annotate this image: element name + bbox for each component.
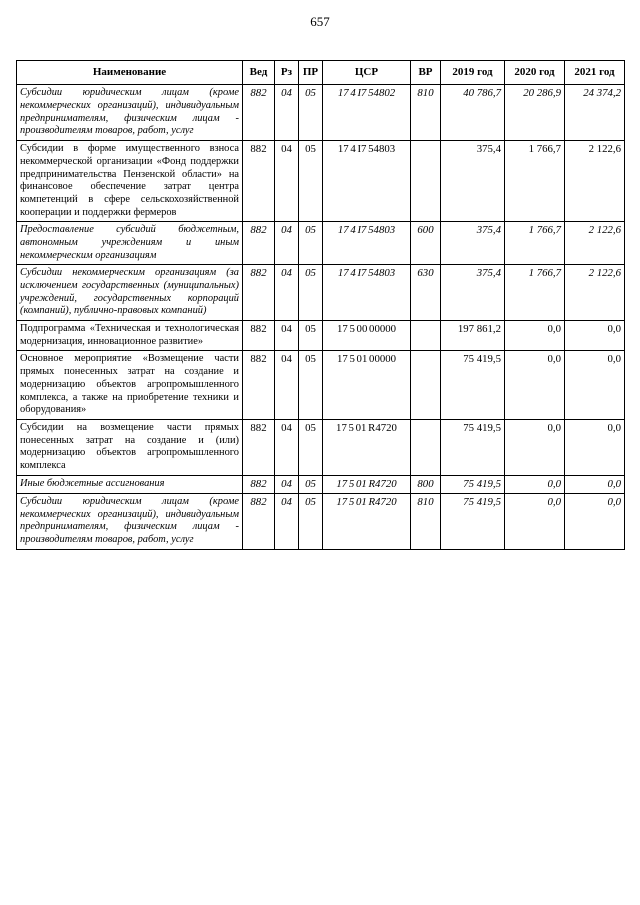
amount-2019: 40 786,7 xyxy=(441,85,505,141)
amount-2019: 375,4 xyxy=(441,265,505,321)
amount-2019: 75 419,5 xyxy=(441,493,505,549)
vr-cell: 600 xyxy=(411,222,441,265)
pr-cell: 05 xyxy=(299,222,323,265)
amount-2021: 2 122,6 xyxy=(565,222,625,265)
table-row xyxy=(17,493,625,549)
amount-2019: 375,4 xyxy=(441,222,505,265)
rz-cell: 04 xyxy=(275,475,299,493)
amount-2019: 197 861,2 xyxy=(441,321,505,351)
amount-2019: 75 419,5 xyxy=(441,351,505,419)
amount-2021: 0,0 xyxy=(565,419,625,475)
table-row xyxy=(17,222,625,265)
amount-2021: 2 122,6 xyxy=(565,265,625,321)
amount-2020: 0,0 xyxy=(505,493,565,549)
pr-cell: 05 xyxy=(299,475,323,493)
row-name: Субсидии в форме имущественного взноса некоммерческой организации «Фонд поддержки предпринимательства Пензенской области» на финансовое обеспечение затрат центра компетенций в сфере сельскохозяйственной кооперации и поддержки фермеров xyxy=(17,141,243,222)
amount-2021: 2 122,6 xyxy=(565,141,625,222)
row-name: Субсидии некоммерческим организациям (за исключением государственных (муниципальных) учреждений, государственных корпораций (компаний), публично-правовых компаний) xyxy=(17,265,243,321)
ved-cell: 882 xyxy=(243,141,275,222)
rz-cell: 04 xyxy=(275,419,299,475)
row-name: Субсидии юридическим лицам (кроме некоммерческих организаций), индивидуальным предпринимателям, физическим лицам - производителям товаров, работ, услуг xyxy=(17,493,243,549)
column-header: 2021 год xyxy=(565,61,625,85)
amount-2020: 0,0 xyxy=(505,321,565,351)
pr-cell: 05 xyxy=(299,351,323,419)
vr-cell: 810 xyxy=(411,493,441,549)
vr-cell: 810 xyxy=(411,85,441,141)
ved-cell: 882 xyxy=(243,222,275,265)
pr-cell: 05 xyxy=(299,141,323,222)
csr-cell: 17 5 01 00000 xyxy=(323,351,411,419)
rz-cell: 04 xyxy=(275,351,299,419)
vr-cell xyxy=(411,141,441,222)
table-row xyxy=(17,351,625,419)
column-header: 2020 год xyxy=(505,61,565,85)
pr-cell: 05 xyxy=(299,265,323,321)
amount-2020: 1 766,7 xyxy=(505,265,565,321)
table-row xyxy=(17,265,625,321)
amount-2019: 375,4 xyxy=(441,141,505,222)
vr-cell: 630 xyxy=(411,265,441,321)
column-header: Вед xyxy=(243,61,275,85)
ved-cell: 882 xyxy=(243,85,275,141)
table-row xyxy=(17,419,625,475)
column-header: ВР xyxy=(411,61,441,85)
rz-cell: 04 xyxy=(275,493,299,549)
row-name: Субсидии юридическим лицам (кроме некоммерческих организаций), индивидуальным предпринимателям, физическим лицам - производителям товаров, работ, услуг xyxy=(17,85,243,141)
amount-2020: 20 286,9 xyxy=(505,85,565,141)
row-name: Основное мероприятие «Возмещение части прямых понесенных затрат на создание и модернизацию объектов агропромышленного комплекса, а также на приобретение техники и оборудования» xyxy=(17,351,243,419)
csr-cell: 17 4 I7 54803 xyxy=(323,222,411,265)
table-row xyxy=(17,475,625,493)
pr-cell: 05 xyxy=(299,321,323,351)
amount-2021: 0,0 xyxy=(565,493,625,549)
amount-2020: 1 766,7 xyxy=(505,222,565,265)
rz-cell: 04 xyxy=(275,321,299,351)
row-name: Иные бюджетные ассигнования xyxy=(17,475,243,493)
amount-2020: 0,0 xyxy=(505,419,565,475)
column-header: 2019 год xyxy=(441,61,505,85)
csr-cell: 17 5 00 00000 xyxy=(323,321,411,351)
amount-2021: 0,0 xyxy=(565,475,625,493)
amount-2020: 0,0 xyxy=(505,475,565,493)
row-name: Подпрограмма «Техническая и технологическая модернизация, инновационное развитие» xyxy=(17,321,243,351)
amount-2021: 0,0 xyxy=(565,321,625,351)
rz-cell: 04 xyxy=(275,222,299,265)
row-name: Субсидии на возмещение части прямых понесенных затрат на создание и (или) модернизацию объектов агропромышленного комплекса xyxy=(17,419,243,475)
csr-cell: 17 4 I7 54803 xyxy=(323,265,411,321)
amount-2019: 75 419,5 xyxy=(441,475,505,493)
table-row xyxy=(17,321,625,351)
csr-cell: 17 5 01 R4720 xyxy=(323,475,411,493)
vr-cell xyxy=(411,321,441,351)
rz-cell: 04 xyxy=(275,265,299,321)
csr-cell: 17 5 01 R4720 xyxy=(323,419,411,475)
column-header: Наименование xyxy=(17,61,243,85)
ved-cell: 882 xyxy=(243,265,275,321)
ved-cell: 882 xyxy=(243,321,275,351)
row-name: Предоставление субсидий бюджетным, автономным учреждениям и иным некоммерческим организациям xyxy=(17,222,243,265)
column-header: ПР xyxy=(299,61,323,85)
amount-2021: 24 374,2 xyxy=(565,85,625,141)
page-number: 657 xyxy=(310,14,330,29)
rz-cell: 04 xyxy=(275,85,299,141)
pr-cell: 05 xyxy=(299,419,323,475)
table-row xyxy=(17,141,625,222)
vr-cell: 800 xyxy=(411,475,441,493)
pr-cell: 05 xyxy=(299,85,323,141)
ved-cell: 882 xyxy=(243,419,275,475)
column-header: ЦСР xyxy=(323,61,411,85)
rz-cell: 04 xyxy=(275,141,299,222)
vr-cell xyxy=(411,351,441,419)
pr-cell: 05 xyxy=(299,493,323,549)
amount-2019: 75 419,5 xyxy=(441,419,505,475)
column-header: Рз xyxy=(275,61,299,85)
ved-cell: 882 xyxy=(243,493,275,549)
budget-table xyxy=(16,60,625,550)
amount-2021: 0,0 xyxy=(565,351,625,419)
amount-2020: 0,0 xyxy=(505,351,565,419)
csr-cell: 17 5 01 R4720 xyxy=(323,493,411,549)
csr-cell: 17 4 I7 54803 xyxy=(323,141,411,222)
table-header-row xyxy=(17,61,625,85)
ved-cell: 882 xyxy=(243,475,275,493)
amount-2020: 1 766,7 xyxy=(505,141,565,222)
ved-cell: 882 xyxy=(243,351,275,419)
csr-cell: 17 4 I7 54802 xyxy=(323,85,411,141)
table-row xyxy=(17,85,625,141)
vr-cell xyxy=(411,419,441,475)
